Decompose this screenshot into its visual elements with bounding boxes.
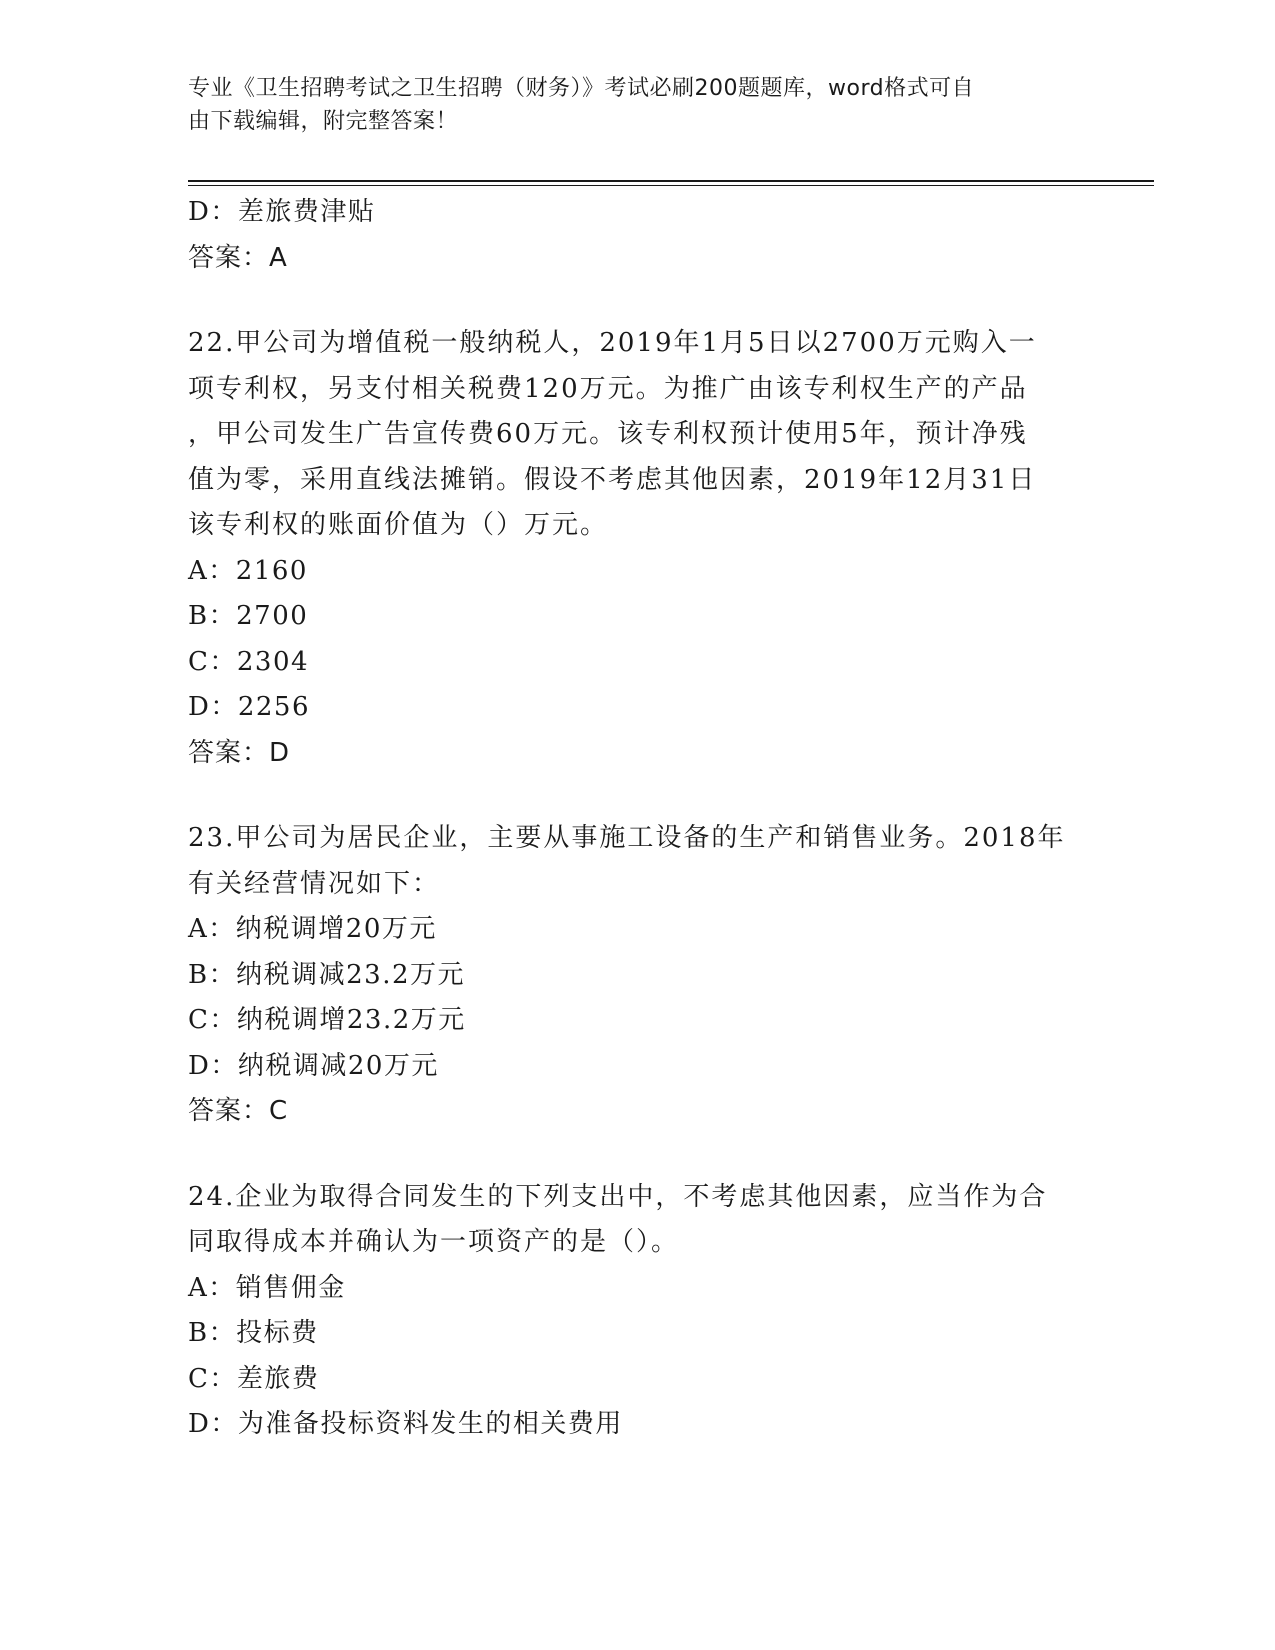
option-b: B：2700 (188, 601, 309, 631)
stem-line: 23.甲公司为居民企业，主要从事施工设备的生产和销售业务。2018年 (188, 823, 1066, 853)
stem-line: 项专利权，另支付相关税费120万元。为推广由该专利权生产的产品 (188, 373, 1028, 404)
stem-line: 有关经营情况如下： (188, 868, 441, 899)
page-header (188, 72, 1068, 138)
option-c: C：差旅费 (188, 1363, 320, 1394)
stem-line: ，甲公司发生广告宣传费60万元。该专利权预计使用5年，预计净残 (188, 419, 1028, 449)
question-24 (188, 1175, 1088, 1448)
stem-line: 值为零，采用直线法摊销。假设不考虑其他因素，2019年12月31日 (188, 464, 1037, 495)
question-23 (188, 816, 1088, 1135)
answer-line: 答案：A (188, 242, 288, 273)
header-divider-thin (188, 185, 1154, 186)
header-line-2: 由下载编辑，附完整答案！ (188, 109, 459, 134)
answer-line: 答案：D (188, 737, 291, 768)
option-a: A：纳税调增20万元 (188, 914, 437, 944)
question-22 (188, 321, 1088, 776)
question-stem (188, 816, 1088, 907)
option-b: B：纳税调减23.2万元 (188, 959, 465, 990)
option-b: B：投标费 (188, 1318, 319, 1348)
stem-line: 该专利权的账面价值为（）万元。 (188, 510, 609, 540)
option-d: D：纳税调减20万元 (188, 1050, 439, 1081)
option-a: A：2160 (188, 555, 308, 586)
option-d: D：为准备投标资料发生的相关费用 (188, 1409, 623, 1439)
option-d: D：2256 (188, 692, 311, 722)
question-stem (188, 321, 1088, 549)
answer-line: 答案：C (188, 1096, 289, 1126)
previous-question-tail (188, 190, 1088, 281)
document-body (188, 190, 1088, 1448)
option-d: D：差旅费津贴 (188, 197, 376, 227)
stem-line: 同取得成本并确认为一项资产的是（）。 (188, 1227, 680, 1257)
option-c: C：纳税调增23.2万元 (188, 1005, 466, 1035)
header-line-1: 专业《卫生招聘考试之卫生招聘（财务）》考试必刷200题题库，word格式可自 (188, 76, 975, 101)
header-divider-thick (188, 180, 1154, 182)
stem-line: 24.企业为取得合同发生的下列支出中，不考虑其他因素，应当作为合 (188, 1181, 1048, 1212)
option-a: A：销售佣金 (188, 1272, 346, 1303)
question-stem (188, 1175, 1088, 1266)
stem-line: 22.甲公司为增值税一般纳税人，2019年1月5日以2700万元购入一 (188, 328, 1037, 358)
option-c: C：2304 (188, 646, 310, 677)
